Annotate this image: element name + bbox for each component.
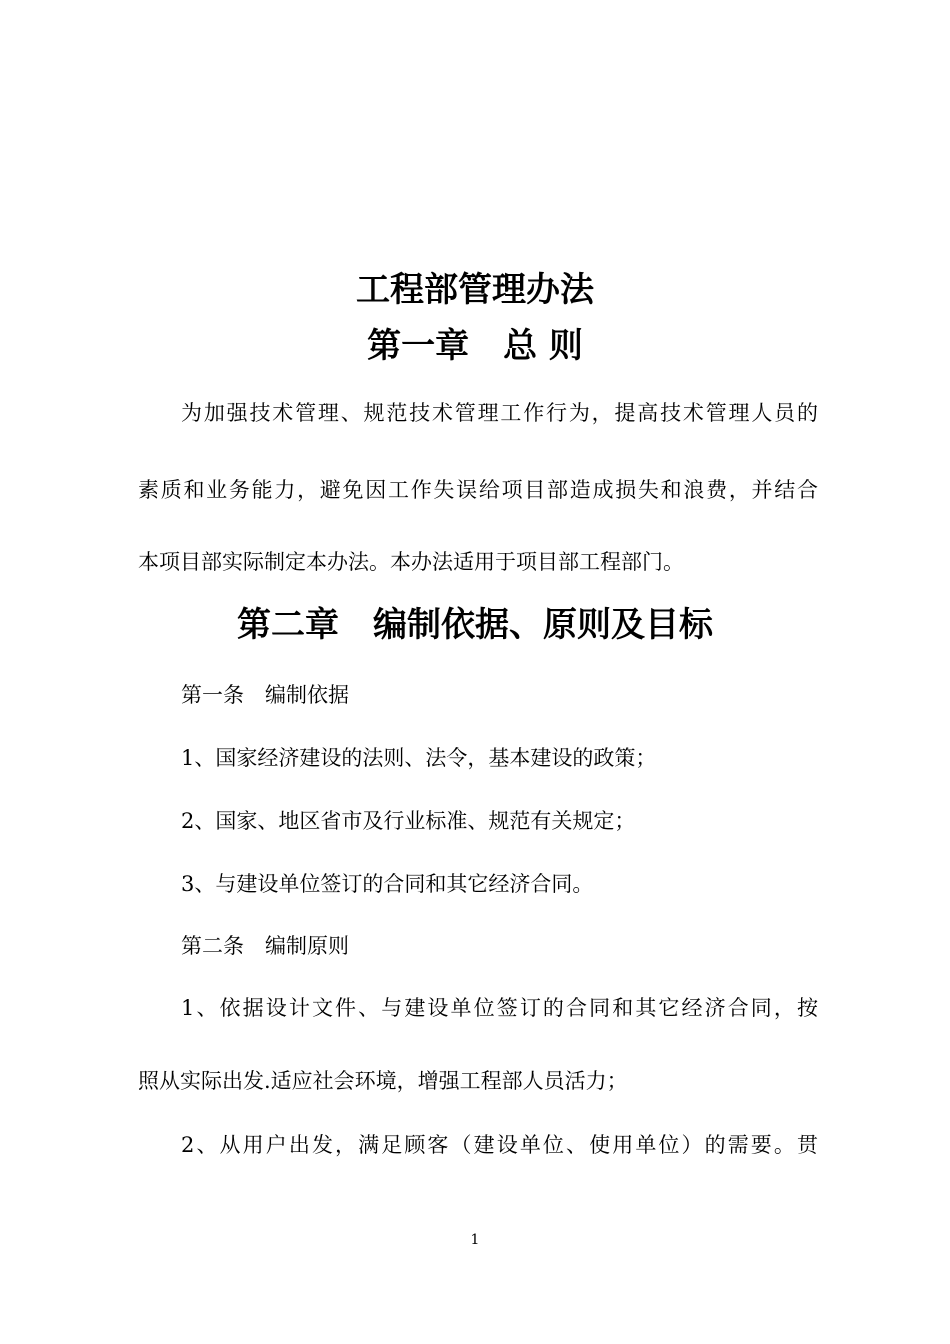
chapter-1-paragraph-line-3: 本项目部实际制定本办法。本办法适用于项目部工程部门。	[138, 550, 684, 574]
article-2-line-1: 1、依据设计文件、与建设单位签订的合同和其它经济合同，按	[181, 996, 818, 1020]
chapter-1-heading: 第一章 总 则	[367, 326, 583, 366]
article-2-heading: 第二条 编制原则	[181, 934, 349, 958]
chapter-2-heading: 第二章 编制依据、原则及目标	[237, 605, 713, 645]
chapter-1-paragraph-line-2: 素质和业务能力，避免因工作失误给项目部造成损失和浪费，并结合	[138, 478, 818, 502]
article-2-line-3: 2、从用户出发，满足顾客（建设单位、使用单位）的需要。贯	[181, 1133, 818, 1157]
article-1-item-1: 1、国家经济建设的法则、法令，基本建设的政策；	[181, 746, 657, 770]
article-1-item-2: 2、国家、地区省市及行业标准、规范有关规定；	[181, 809, 636, 833]
article-1-heading: 第一条 编制依据	[181, 683, 349, 707]
document-title: 工程部管理办法	[356, 270, 594, 310]
article-1-item-3: 3、与建设单位签订的合同和其它经济合同。	[181, 872, 594, 896]
page-number: 1	[470, 1232, 480, 1248]
chapter-1-paragraph-line-1: 为加强技术管理、规范技术管理工作行为，提高技术管理人员的	[181, 401, 818, 425]
article-2-line-2: 照从实际出发.适应社会环境，增强工程部人员活力；	[138, 1069, 628, 1093]
